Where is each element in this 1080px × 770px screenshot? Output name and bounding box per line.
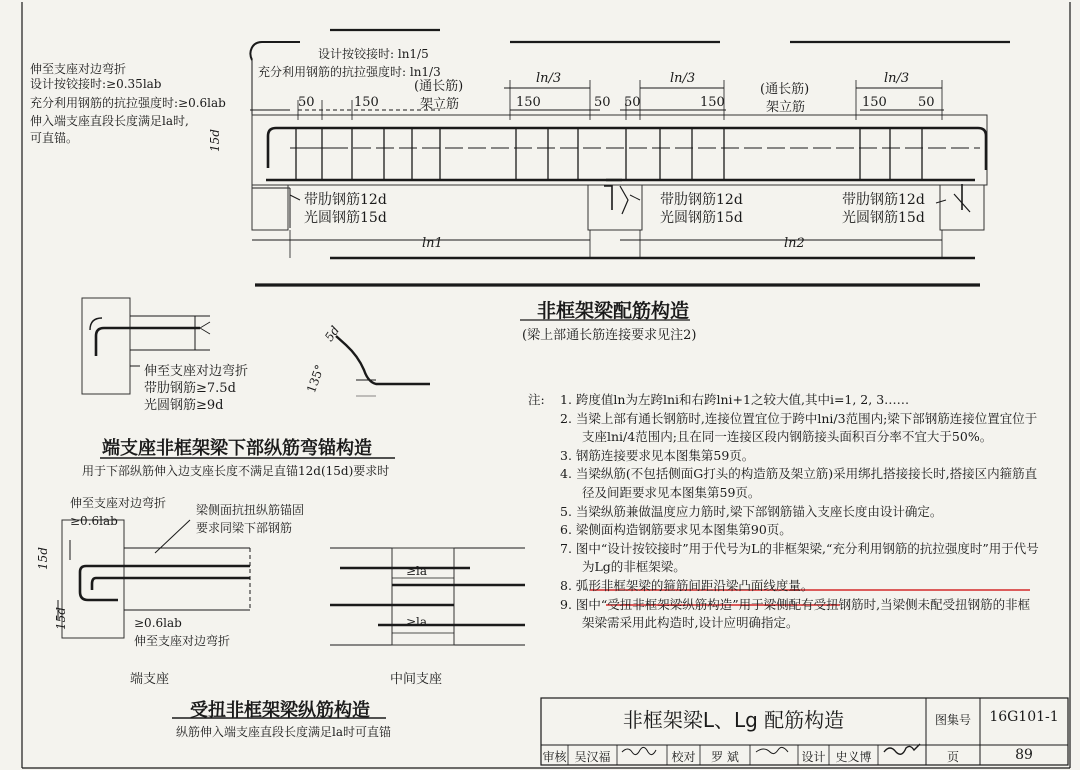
- through-bar-2a: (通长筋): [760, 82, 810, 97]
- note-1: 1. 跨度值ln为左跨lni和右跨lni+1之较大值,其中i=1, 2, 3……: [560, 392, 910, 407]
- bar-note-3a: 带肋钢筋12d: [842, 192, 925, 208]
- dim-ln3-c: ln/3: [884, 71, 910, 86]
- dim-50-d: 50: [918, 95, 935, 110]
- sec3-label-4: 要求同梁下部钢筋: [196, 521, 293, 535]
- span-ln1: ln1: [422, 236, 443, 251]
- section2-title: 端支座非框架梁下部纵筋弯锚构造: [102, 438, 372, 459]
- sec3-label-1: 伸至支座对边弯折: [70, 496, 167, 510]
- left-note-3: 充分利用钢筋的抗拉强度时:≥0.6lab: [30, 96, 226, 110]
- note-7: 7. 图中“设计按铰接时”用于代号为L的非框架梁,“充分利用钢筋的抗拉强度时”用于代号为Lg的非框架梁。: [560, 540, 1039, 575]
- section1-subtitle: (梁上部通长筋连接要求见注2): [522, 328, 697, 343]
- through-bar-2b: 架立筋: [766, 100, 806, 115]
- dim-50-a: 50: [298, 95, 315, 110]
- top-note-2: 充分利用钢筋的抗拉强度时: ln1/3: [258, 65, 441, 79]
- title-block-title: 非框架梁L、Lg 配筋构造: [622, 708, 845, 732]
- note-9: 9. 图中“受扭非框架梁纵筋构造”用于梁侧配有受扭钢筋时,当梁侧未配受扭钢筋的非框架梁需采用此构造时,设计应明确指定。: [560, 596, 1031, 631]
- dim-ln3-b: ln/3: [670, 71, 696, 86]
- sec3-la-1: ≥la: [406, 564, 428, 578]
- note-5: 5. 当梁纵筋兼做温度应力筋时,梁下部钢筋锚入支座长度由设计确定。: [560, 503, 943, 519]
- page-label: 页: [946, 750, 959, 764]
- left-note-2: 设计按铰接时:≥0.35lab: [30, 77, 162, 91]
- support-end-label: 端支座: [130, 672, 170, 687]
- dim-50-c: 50: [624, 95, 641, 110]
- page-no: 89: [1015, 747, 1033, 763]
- section2-subtitle: 用于下部纵筋伸入边支座长度不满足直锚12d(15d)要求时: [82, 464, 390, 478]
- dim-150-d: 150: [862, 95, 887, 110]
- title-block: [541, 698, 1068, 765]
- sec3-la-2: ≥la: [406, 615, 428, 629]
- dim-150-c: 150: [700, 95, 725, 110]
- bar-note-3b: 光圆钢筋15d: [842, 210, 925, 226]
- sec3-label-7: ≥0.6lab: [134, 616, 182, 630]
- hook-135: 135°: [304, 362, 328, 395]
- notes-block: [528, 391, 1040, 633]
- row-sheji: 设计: [801, 750, 826, 764]
- bar-note-1b: 光圆钢筋15d: [304, 210, 387, 226]
- sec3-15d-a: 15d: [36, 547, 50, 570]
- dim-50-b: 50: [594, 95, 611, 110]
- note-6: 6. 梁侧面构造钢筋要求见本图集第90页。: [560, 522, 792, 538]
- left-note-5: 可直锚。: [30, 131, 79, 145]
- sec2-label-2: 带肋钢筋≥7.5d: [144, 381, 236, 396]
- bar-note-1a: 带肋钢筋12d: [304, 192, 387, 208]
- sec2-label-1: 伸至支座对边弯折: [144, 364, 249, 379]
- section1-title: 非框架梁配筋构造: [537, 300, 690, 322]
- row-sheji-name: 史义博: [835, 750, 872, 764]
- section3-subtitle: 纵筋伸入端支座直段长度满足la时可直锚: [176, 725, 391, 739]
- note-4: 4. 当梁纵筋(不包括侧面G打头的构造筋及架立筋)采用绑扎搭接接长时,搭接区内箍筋直径及间距要求见本图集第59页。: [560, 466, 1038, 500]
- dim-150-a: 150: [354, 95, 379, 110]
- sec3-label-8: 伸至支座对边弯折: [134, 634, 231, 648]
- sec3-label-3: 梁侧面抗扭纵筋锚固: [196, 503, 305, 517]
- support-mid-label: 中间支座: [390, 672, 443, 687]
- row-shenhe-name: 吴汉福: [574, 750, 611, 764]
- sec3-15d-b: 15d: [54, 607, 68, 630]
- row-jiaodui: 校对: [671, 750, 696, 764]
- bar-note-2a: 带肋钢筋12d: [660, 192, 743, 208]
- dim-ln3-a: ln/3: [536, 71, 562, 86]
- hook-5d: 5d: [322, 323, 343, 345]
- sec3-label-2: ≥0.6lab: [70, 514, 118, 528]
- atlas-no: 16G101-1: [989, 709, 1059, 725]
- row-jiaodui-name: 罗 斌: [711, 750, 739, 764]
- note-3: 3. 钢筋连接要求见本图集第59页。: [560, 447, 755, 463]
- dim-150-b: 150: [516, 95, 541, 110]
- left-note-1: 伸至支座对边弯折: [30, 62, 127, 76]
- notes-lead: 注:: [528, 392, 545, 407]
- section3-title: 受扭非框架梁纵筋构造: [190, 700, 370, 721]
- span-ln2: ln2: [784, 236, 805, 251]
- note-2: 2. 当梁上部有通长钢筋时,连接位置宜位于跨中lni/3范围内;梁下部钢筋连接位置宜位于支座lni/4范围内;且在同一连接区段内钢筋接头面积百分率不宜大于50%。: [560, 410, 1038, 445]
- top-note-1: 设计按铰接时: ln1/5: [318, 47, 429, 61]
- atlas-label: 图集号: [934, 713, 971, 727]
- dim-15d: 15d: [208, 129, 222, 152]
- bar-note-2b: 光圆钢筋15d: [660, 210, 743, 226]
- row-shenhe: 审核: [542, 750, 567, 764]
- note-8: 8. 弧形非框架梁的箍筋间距沿梁凸面线度量。: [560, 577, 814, 593]
- through-bar-1a: (通长筋): [414, 79, 464, 94]
- sec2-label-3: 光圆钢筋≥9d: [144, 398, 224, 413]
- through-bar-1b: 架立筋: [420, 97, 460, 112]
- left-note-4: 伸入端支座直段长度满足la时,: [30, 114, 189, 128]
